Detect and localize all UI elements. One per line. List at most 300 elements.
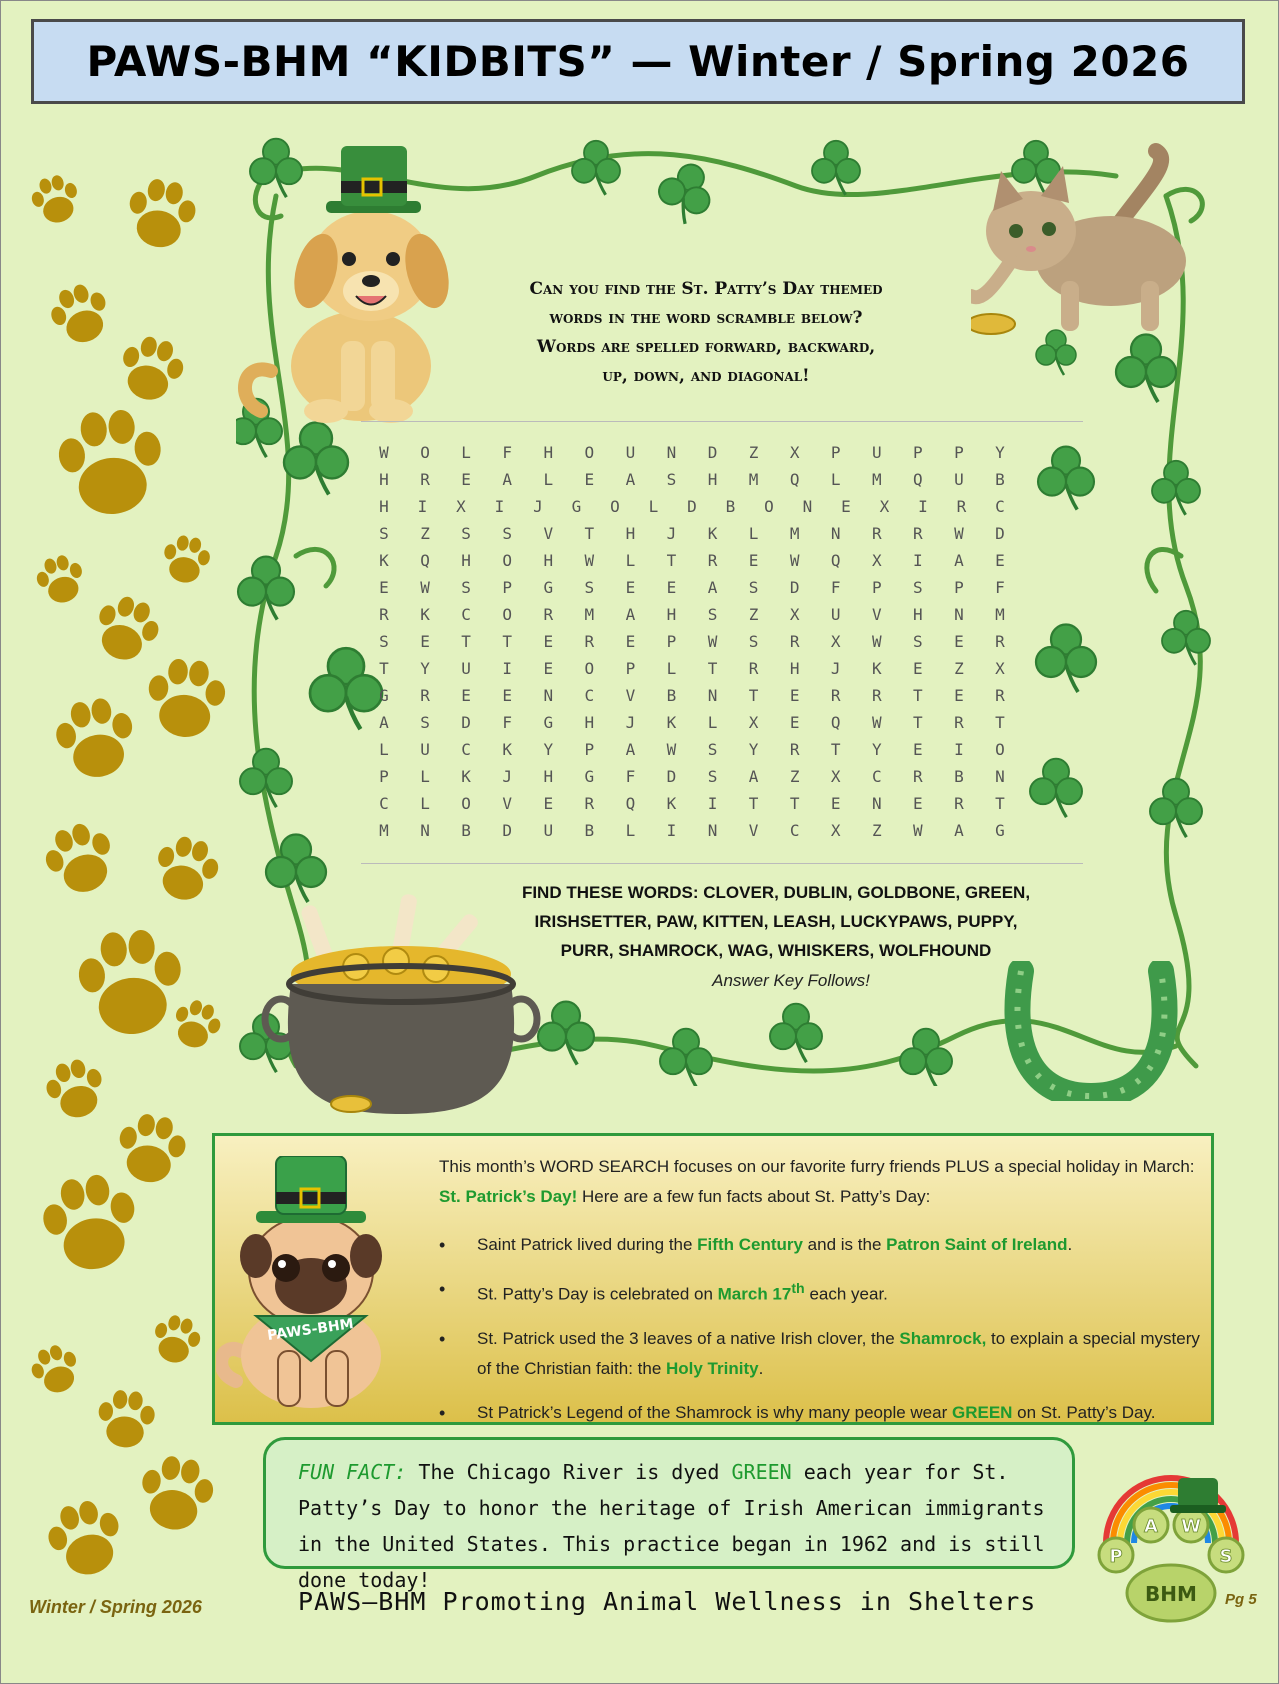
grid-letter: U xyxy=(461,659,471,678)
shamrock-icon xyxy=(812,141,860,195)
grid-letter: R xyxy=(954,794,964,813)
paw-icon xyxy=(32,551,88,608)
grid-letter: H xyxy=(379,497,389,516)
grid-letter: L xyxy=(420,767,430,786)
grid-letter: H xyxy=(707,470,718,489)
grid-letter: R xyxy=(584,632,595,651)
grid-letter: K xyxy=(379,551,389,570)
facts-lead-text: Here are a few fun facts about St. Patty’s Day: xyxy=(577,1187,931,1206)
word-list-line: PURR, SHAMROCK, WAG, WHISKERS, WOLFHOUND xyxy=(560,941,992,960)
paw-icon xyxy=(123,175,200,252)
grid-letter: Y xyxy=(420,659,430,678)
grid-letter: F xyxy=(830,578,841,597)
grid-letter: E xyxy=(543,794,554,813)
grid-letter: L xyxy=(707,713,718,732)
grid-letter: S xyxy=(913,632,923,651)
paw-icon xyxy=(135,1452,218,1535)
logo-letter: W xyxy=(1181,1516,1201,1537)
grid-letter: Z xyxy=(420,524,430,543)
grid-letter: C xyxy=(871,767,882,786)
pot-of-gold-illustration xyxy=(256,889,546,1119)
grid-letter: E xyxy=(584,470,595,489)
grid-letter: T xyxy=(748,794,759,813)
grid-letter: Y xyxy=(543,740,554,759)
grid-letter: L xyxy=(461,443,471,462)
grid-letter: P xyxy=(954,443,964,462)
grid-letter: L xyxy=(748,524,759,543)
grid-letter: T xyxy=(461,632,471,651)
grid-letter: J xyxy=(625,713,636,732)
grid-letter: L xyxy=(648,497,659,516)
paw-icon xyxy=(42,1495,130,1583)
paw-icon xyxy=(51,694,140,783)
grid-letter: J xyxy=(666,524,677,543)
grid-letter: K xyxy=(666,794,677,813)
grid-letter: R xyxy=(707,551,718,570)
page-number: Pg 5 xyxy=(1225,1591,1257,1608)
grid-letter: R xyxy=(956,497,967,516)
footer-issue: Winter / Spring 2026 xyxy=(29,1597,202,1617)
grid-letter: T xyxy=(913,686,923,705)
grid-letter: D xyxy=(789,578,800,597)
grid-letter: A xyxy=(625,605,636,624)
grid-letter: T xyxy=(707,659,718,678)
grid-letter: S xyxy=(502,524,512,543)
grid-letter: D xyxy=(666,767,677,786)
fact-bullet: • St. Patrick used the 3 leaves of a native Irish clover, the Shamrock, to explain a special mystery of the Christian faith: the Holy Trinity. xyxy=(439,1324,1209,1384)
grid-letter: H xyxy=(625,524,636,543)
grid-letter: P xyxy=(502,578,512,597)
grid-letter: E xyxy=(625,578,636,597)
grid-letter: S xyxy=(420,713,430,732)
grid-letter: P xyxy=(871,578,882,597)
shamrock-icon xyxy=(572,141,620,195)
grid-letter: U xyxy=(420,740,430,759)
grid-letter: W xyxy=(379,443,389,462)
grid-letter: R xyxy=(913,767,923,786)
grid-letter: J xyxy=(502,767,512,786)
grid-letter: U xyxy=(871,443,882,462)
instruction-line: words in the word scramble below? xyxy=(549,308,863,328)
paw-icon xyxy=(41,1055,110,1124)
grid-row xyxy=(379,740,1084,767)
grid-letter: R xyxy=(830,686,841,705)
shamrock-icon xyxy=(310,648,382,729)
grid-letter: R xyxy=(748,659,759,678)
grid-letter: L xyxy=(420,794,430,813)
grid-row xyxy=(379,794,1084,821)
logo-name: BHM xyxy=(1145,1582,1197,1606)
grid-letter: E xyxy=(666,578,677,597)
grid-letter: S xyxy=(913,578,923,597)
grid-letter: Z xyxy=(789,767,800,786)
grid-letter: G xyxy=(543,578,554,597)
paw-icon xyxy=(167,995,226,1054)
grid-letter: E xyxy=(789,686,800,705)
grid-letter: A xyxy=(954,821,964,840)
grid-letter: V xyxy=(748,821,759,840)
grid-letter: S xyxy=(461,524,471,543)
grid-letter: N xyxy=(707,821,718,840)
grid-letter: H xyxy=(461,551,471,570)
paw-icon xyxy=(55,407,166,518)
kitten-illustration xyxy=(971,141,1211,366)
grid-letter: O xyxy=(502,605,512,624)
grid-letter: E xyxy=(830,794,841,813)
grid-letter: T xyxy=(502,632,512,651)
paw-icon xyxy=(37,1169,144,1276)
grid-letter: M xyxy=(379,821,389,840)
grid-letter: N xyxy=(802,497,813,516)
grid-letter: L xyxy=(625,821,636,840)
grid-letter: H xyxy=(379,470,389,489)
grid-letter: Y xyxy=(871,740,882,759)
paw-icon xyxy=(75,927,186,1038)
grid-letter: W xyxy=(420,578,430,597)
grid-letter: E xyxy=(543,632,554,651)
grid-letter: P xyxy=(584,740,595,759)
grid-letter: Q xyxy=(625,794,636,813)
grid-letter: T xyxy=(748,686,759,705)
grid-letter: A xyxy=(625,470,636,489)
grid-letter: E xyxy=(913,659,923,678)
grid-letter: R xyxy=(420,470,430,489)
grid-letter: F xyxy=(502,713,512,732)
grid-letter: Z xyxy=(954,659,964,678)
fun-fact-label: FUN FACT: xyxy=(298,1460,407,1484)
grid-letter: K xyxy=(871,659,882,678)
grid-letter: N xyxy=(420,821,430,840)
grid-letter: E xyxy=(995,551,1005,570)
grid-letter: I xyxy=(494,497,505,516)
grid-letter: D xyxy=(995,524,1005,543)
grid-letter: H xyxy=(543,767,554,786)
grid-letter: K xyxy=(461,767,471,786)
fun-fact-text: The Chicago River is dyed xyxy=(406,1460,732,1484)
grid-letter: N xyxy=(707,686,718,705)
grid-letter: C xyxy=(461,605,471,624)
grid-letter: R xyxy=(995,632,1005,651)
grid-letter: B xyxy=(584,821,595,840)
grid-letter: S xyxy=(748,632,759,651)
grid-row xyxy=(379,632,1084,659)
instruction-line: Words are spelled forward, backward, xyxy=(536,337,876,357)
fun-fact-text: each year for St. Patty’s Day to honor the heritage of Irish American immigrants in the United States. This practice began in 1962 and is still done today! xyxy=(298,1460,1045,1592)
grid-letter: X xyxy=(830,632,841,651)
grid-letter: E xyxy=(461,470,471,489)
grid-letter: T xyxy=(666,551,677,570)
grid-letter: E xyxy=(625,632,636,651)
grid-letter: H xyxy=(543,551,554,570)
pug-mascot-illustration xyxy=(216,1156,406,1411)
grid-letter: P xyxy=(379,767,389,786)
grid-letter: E xyxy=(954,632,964,651)
grid-letter: N xyxy=(995,767,1005,786)
grid-letter: V xyxy=(871,605,882,624)
grid-letter: S xyxy=(666,470,677,489)
grid-letter: J xyxy=(533,497,543,516)
grid-letter: E xyxy=(841,497,851,516)
grid-letter: U xyxy=(830,605,841,624)
grid-letter: K xyxy=(502,740,512,759)
grid-letter: I xyxy=(707,794,718,813)
shamrock-icon xyxy=(284,422,348,494)
grid-letter: A xyxy=(379,713,389,732)
grid-row xyxy=(379,470,1084,497)
grid-letter: O xyxy=(502,551,512,570)
grid-letter: P xyxy=(913,443,923,462)
grid-letter: W xyxy=(789,551,800,570)
puppy-leprechaun-illustration xyxy=(231,141,481,431)
grid-letter: G xyxy=(584,767,595,786)
grid-letter: S xyxy=(461,578,471,597)
grid-letter: R xyxy=(954,713,964,732)
paw-prints-decoration xyxy=(1,1,261,1684)
grid-letter: X xyxy=(789,443,800,462)
grid-letter: E xyxy=(913,794,923,813)
grid-letter: C xyxy=(461,740,471,759)
grid-letter: Y xyxy=(995,443,1005,462)
grid-letter: U xyxy=(625,443,636,462)
grid-letter: D xyxy=(502,821,512,840)
footer-tagline: PAWS—BHM Promoting Animal Wellness in Shelters xyxy=(298,1587,1037,1616)
grid-letter: S xyxy=(707,740,718,759)
answer-key-note: Answer Key Follows! xyxy=(712,971,870,990)
grid-row xyxy=(379,821,1084,848)
grid-letter: M xyxy=(789,524,800,543)
shamrock-icon xyxy=(238,557,294,620)
grid-letter: Q xyxy=(830,713,841,732)
grid-letter: Z xyxy=(748,605,759,624)
grid-letter: I xyxy=(954,740,964,759)
grid-letter: G xyxy=(571,497,582,516)
facts-lead-highlight: St. Patrick’s Day! xyxy=(439,1187,578,1206)
grid-letter: C xyxy=(584,686,595,705)
grid-letter: A xyxy=(625,740,636,759)
grid-letter: W xyxy=(954,524,964,543)
shamrock-icon xyxy=(660,1029,712,1086)
facts-list xyxy=(439,1230,1209,1428)
grid-letter: W xyxy=(666,740,677,759)
shamrock-icon xyxy=(900,1029,952,1086)
shamrock-icon xyxy=(1152,461,1200,515)
grid-letter: D xyxy=(707,443,718,462)
grid-letter: H xyxy=(913,605,923,624)
grid-letter: E xyxy=(379,578,389,597)
grid-letter: G xyxy=(543,713,554,732)
grid-letter: D xyxy=(461,713,471,732)
grid-letter: H xyxy=(584,713,595,732)
grid-letter: R xyxy=(871,686,882,705)
grid-letter: M xyxy=(995,605,1005,624)
grid-letter: R xyxy=(913,524,923,543)
grid-letter: P xyxy=(830,443,841,462)
paw-icon xyxy=(145,657,228,741)
grid-letter: P xyxy=(954,578,964,597)
shamrock-icon xyxy=(538,1002,594,1065)
grid-letter: W xyxy=(707,632,718,651)
grid-letter: Z xyxy=(871,821,882,840)
grid-letter: I xyxy=(913,551,923,570)
horseshoe-illustration xyxy=(1001,961,1181,1101)
grid-letter: W xyxy=(913,821,923,840)
grid-letter: X xyxy=(789,605,800,624)
grid-letter: W xyxy=(871,713,882,732)
grid-letter: H xyxy=(543,443,554,462)
grid-letter: Q xyxy=(789,470,800,489)
grid-letter: G xyxy=(379,686,389,705)
grid-letter: R xyxy=(871,524,882,543)
grid-letter: N xyxy=(830,524,841,543)
grid-letter: S xyxy=(379,632,389,651)
grid-row xyxy=(379,578,1084,605)
grid-letter: X xyxy=(830,767,841,786)
grid-letter: I xyxy=(417,497,428,516)
grid-letter: E xyxy=(748,551,759,570)
paw-icon xyxy=(148,1311,204,1368)
grid-row xyxy=(379,713,1084,740)
fun-fact-box xyxy=(263,1437,1075,1592)
grid-letter: Y xyxy=(748,740,759,759)
word-list-line: FIND THESE WORDS: CLOVER, DUBLIN, GOLDBONE, GREEN, xyxy=(521,883,1031,902)
grid-letter: C xyxy=(789,821,800,840)
paw-icon xyxy=(149,831,224,907)
paw-icon xyxy=(113,1110,190,1187)
grid-letter: S xyxy=(748,578,759,597)
grid-letter: L xyxy=(625,551,636,570)
grid-letter: C xyxy=(995,497,1005,516)
grid-letter: T xyxy=(913,713,923,732)
grid-letter: K xyxy=(666,713,677,732)
grid-bottom-rule xyxy=(361,863,1083,864)
grid-letter: X xyxy=(456,497,466,516)
grid-letter: D xyxy=(687,497,697,516)
grid-letter: E xyxy=(461,686,471,705)
facts-lead-text: This month’s WORD SEARCH focuses on our favorite furry friends PLUS a special holiday in March: xyxy=(439,1157,1195,1176)
grid-letter: I xyxy=(502,659,512,678)
grid-letter: H xyxy=(666,605,677,624)
grid-letter: R xyxy=(379,605,389,624)
grid-letter: K xyxy=(420,605,430,624)
shamrock-icon xyxy=(770,1004,822,1062)
paw-icon xyxy=(114,331,189,407)
grid-letter: P xyxy=(625,659,636,678)
shamrock-icon xyxy=(651,156,720,229)
grid-letter: M xyxy=(871,470,882,489)
grid-letter: O xyxy=(461,794,471,813)
grid-letter: Q xyxy=(420,551,430,570)
grid-letter: N xyxy=(954,605,964,624)
grid-letter: S xyxy=(379,524,389,543)
grid-letter: Z xyxy=(748,443,759,462)
grid-letter: B xyxy=(725,497,736,516)
logo-letter: A xyxy=(1144,1516,1158,1537)
word-search-grid xyxy=(379,443,1084,848)
logo-letter: P xyxy=(1109,1546,1123,1567)
logo-letter: S xyxy=(1219,1546,1233,1567)
grid-letter: O xyxy=(995,740,1005,759)
grid-top-rule xyxy=(361,421,1083,422)
pug-bandana-text: PAWS-BHM xyxy=(266,1316,355,1345)
grid-letter: R xyxy=(543,605,554,624)
grid-letter: E xyxy=(502,686,512,705)
grid-letter: O xyxy=(584,443,595,462)
grid-letter: R xyxy=(789,740,800,759)
shamrock-icon xyxy=(1150,779,1202,838)
grid-letter: O xyxy=(764,497,774,516)
grid-letter: V xyxy=(543,524,554,543)
grid-letter: E xyxy=(789,713,800,732)
grid-letter: L xyxy=(543,470,554,489)
grid-letter: E xyxy=(954,686,964,705)
grid-row xyxy=(379,659,1084,686)
grid-letter: A xyxy=(707,578,718,597)
grid-letter: O xyxy=(584,659,595,678)
shamrock-icon xyxy=(1162,611,1210,665)
grid-letter: X xyxy=(748,713,759,732)
grid-letter: T xyxy=(584,524,595,543)
grid-letter: E xyxy=(420,632,430,651)
grid-letter: B xyxy=(666,686,677,705)
grid-letter: U xyxy=(543,821,554,840)
grid-letter: R xyxy=(584,794,595,813)
grid-letter: T xyxy=(379,659,389,678)
word-list-line: IRISHSETTER, PAW, KITTEN, LEASH, LUCKYPAWS, PUPPY, xyxy=(534,912,1018,931)
page-title: PAWS-BHM “KIDBITS” — Winter / Spring 2026 xyxy=(86,37,1190,86)
grid-letter: W xyxy=(871,632,882,651)
paw-icon xyxy=(38,816,123,902)
grid-letter: R xyxy=(995,686,1005,705)
grid-row xyxy=(379,443,1084,470)
grid-letter: J xyxy=(830,659,841,678)
grid-letter: R xyxy=(420,686,430,705)
grid-row xyxy=(379,605,1084,632)
paw-icon xyxy=(87,590,166,669)
grid-row xyxy=(379,767,1084,794)
paw-icon xyxy=(27,171,83,228)
grid-letter: M xyxy=(748,470,759,489)
grid-letter: B xyxy=(995,470,1005,489)
grid-letter: F xyxy=(502,443,512,462)
paw-icon xyxy=(26,1340,85,1399)
grid-letter: S xyxy=(707,767,718,786)
instruction-line: up, down, and diagonal! xyxy=(602,366,810,386)
grid-letter: O xyxy=(420,443,430,462)
grid-letter: X xyxy=(871,551,882,570)
grid-letter: X xyxy=(879,497,890,516)
grid-letter: W xyxy=(584,551,595,570)
word-list xyxy=(476,878,1076,965)
grid-letter: T xyxy=(830,740,841,759)
grid-letter: T xyxy=(995,713,1005,732)
grid-letter: S xyxy=(584,578,595,597)
word-search-instructions xyxy=(451,275,961,391)
grid-letter: I xyxy=(666,821,677,840)
grid-letter: U xyxy=(954,470,964,489)
grid-letter: N xyxy=(871,794,882,813)
grid-letter: Q xyxy=(830,551,841,570)
grid-letter: M xyxy=(584,605,595,624)
grid-letter: A xyxy=(954,551,964,570)
grid-row xyxy=(379,551,1084,578)
grid-letter: N xyxy=(666,443,677,462)
grid-letter: E xyxy=(543,659,554,678)
paw-icon xyxy=(44,278,116,350)
facts-lead xyxy=(439,1152,1199,1212)
grid-row xyxy=(379,497,1084,524)
grid-letter: F xyxy=(995,578,1005,597)
fact-bullet: • Saint Patrick lived during the Fifth Century and is the Patron Saint of Ireland. xyxy=(439,1230,1209,1260)
